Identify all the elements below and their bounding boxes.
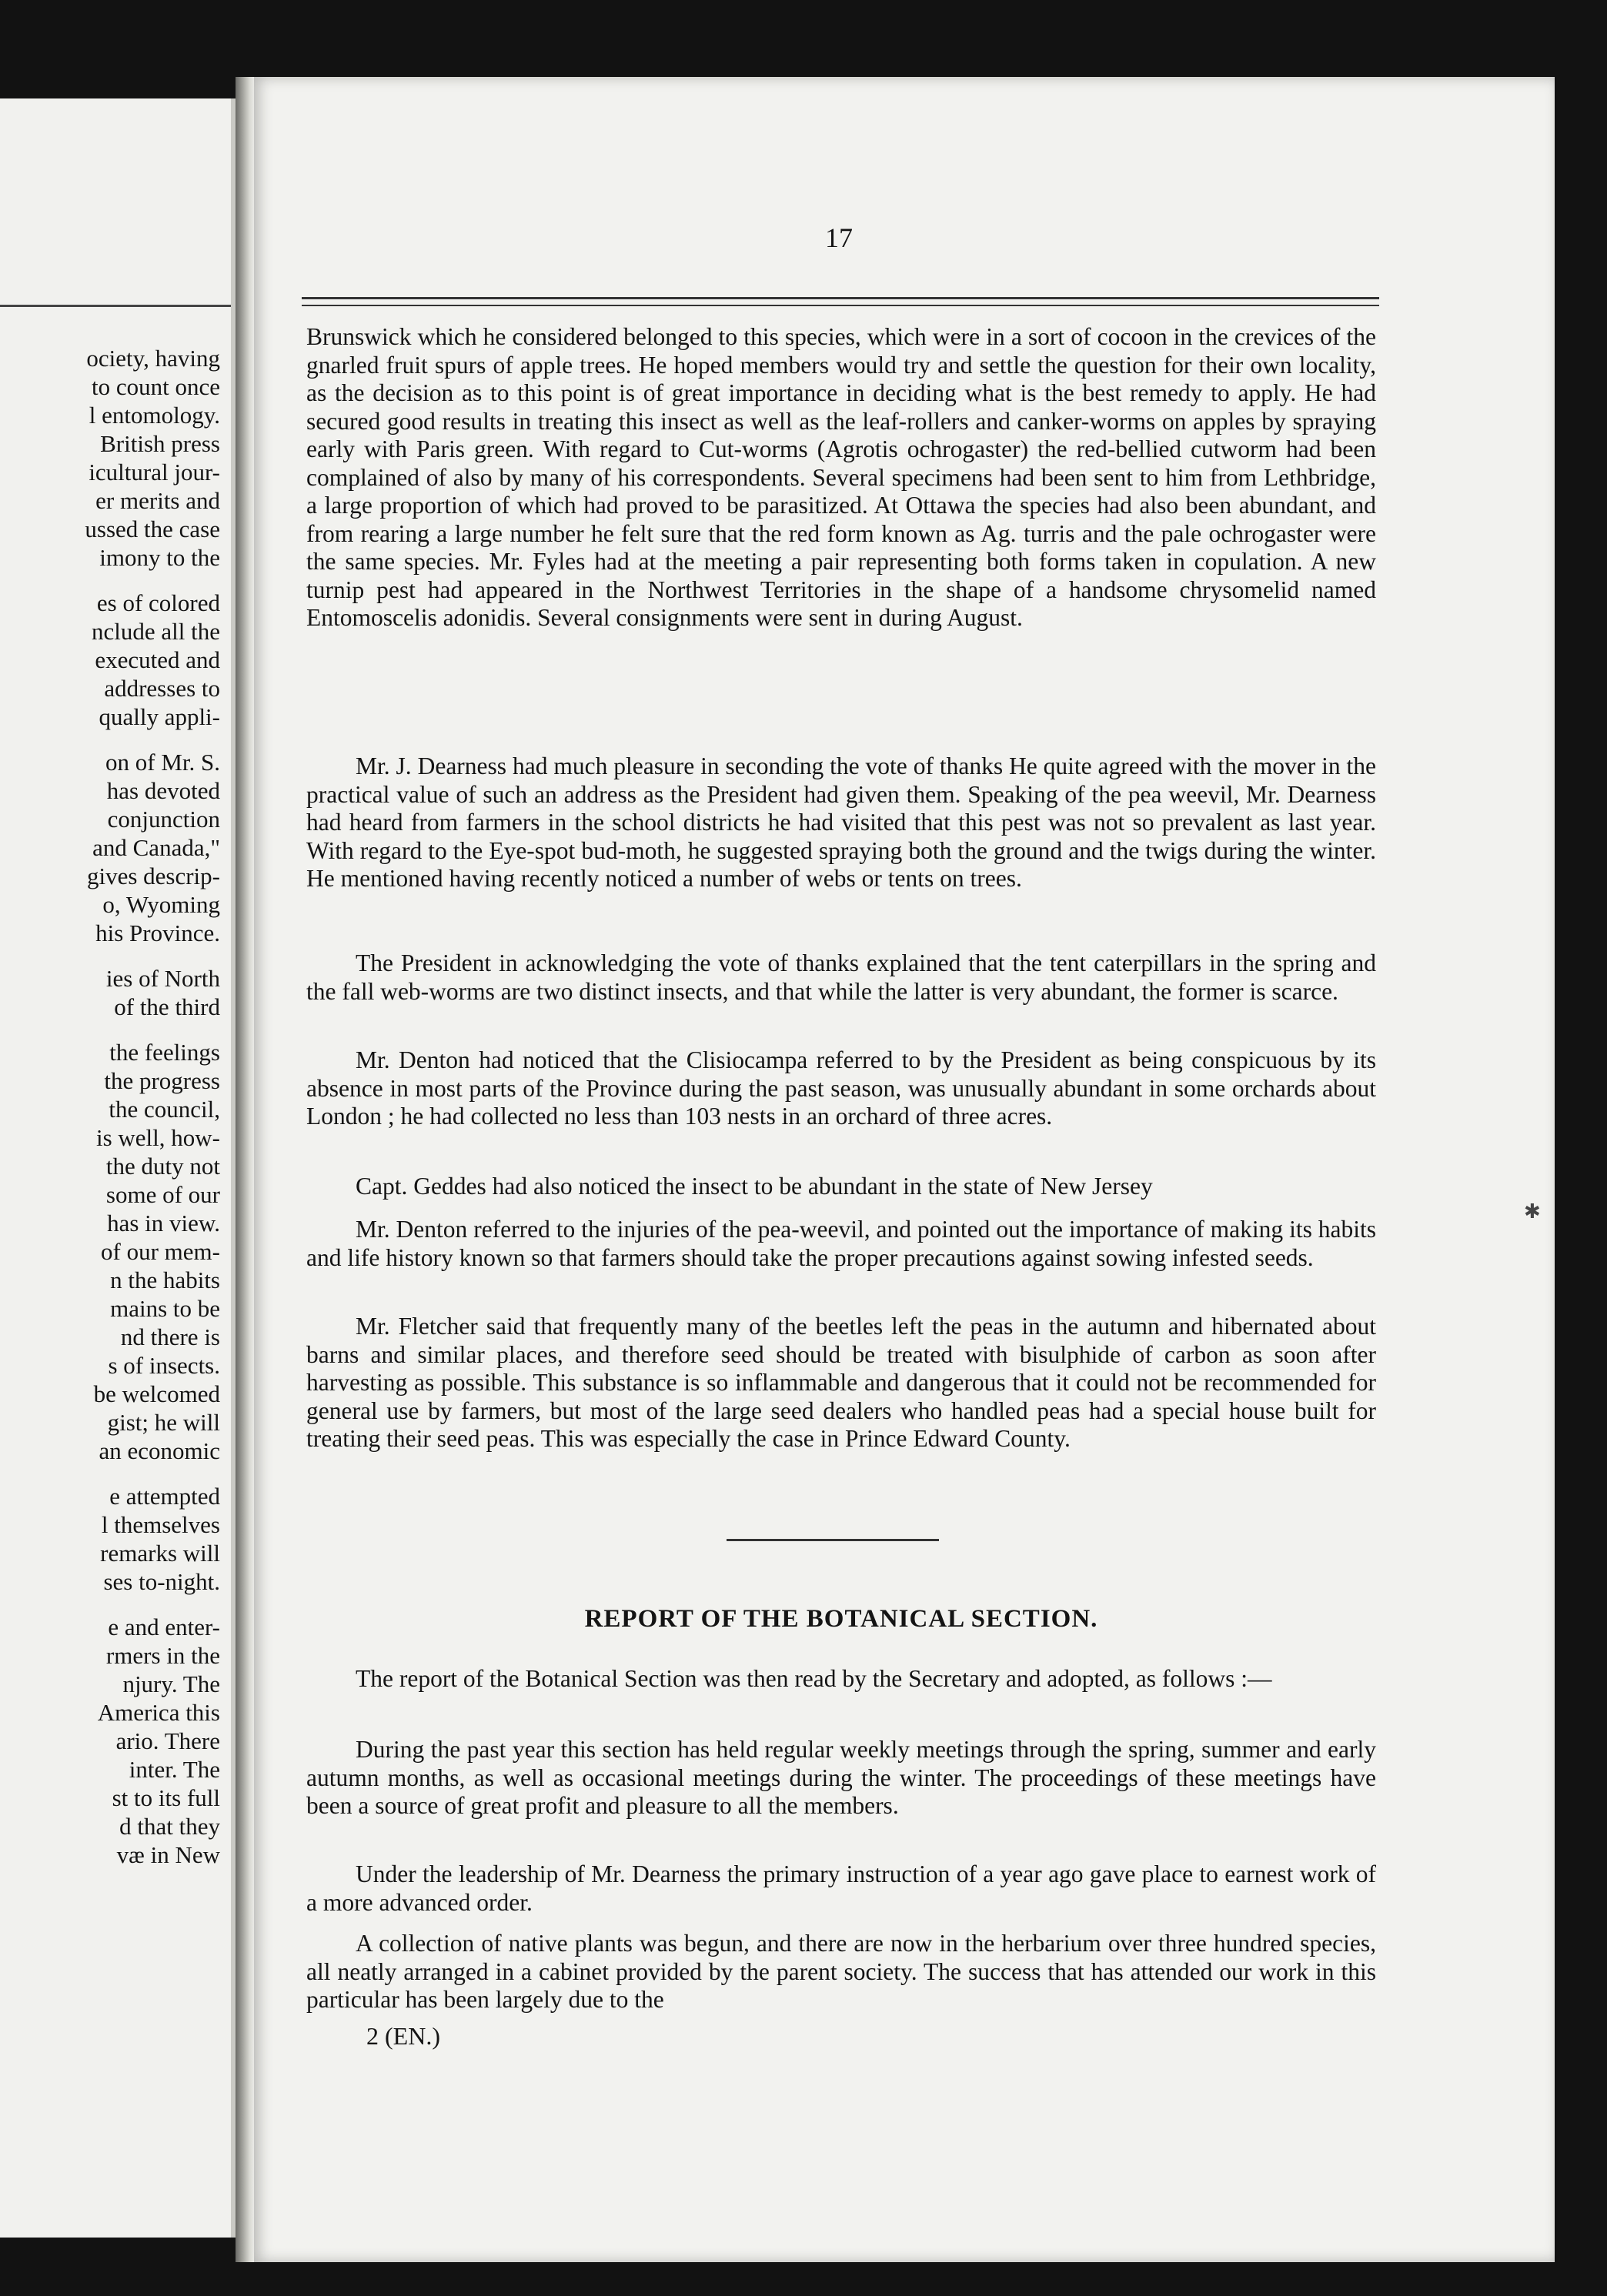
- book-spine: [236, 77, 256, 2262]
- left-page-line: has in view.: [107, 1210, 220, 1236]
- left-page-line: njury. The: [122, 1670, 220, 1697]
- left-page-line: the council,: [109, 1096, 220, 1123]
- left-page-line: British press: [100, 430, 220, 457]
- left-page-line: imony to the: [99, 544, 220, 571]
- left-page-line: st to its full: [112, 1784, 220, 1811]
- left-page-line: of our mem-: [101, 1238, 220, 1265]
- left-page-line: mains to be: [110, 1295, 220, 1322]
- left-page-line: rmers in the: [105, 1642, 220, 1669]
- page-number: 17: [825, 222, 853, 253]
- header-rule: [302, 297, 1379, 299]
- left-page-line: er merits and: [95, 487, 220, 514]
- left-page-line: nclude all the: [92, 618, 220, 645]
- left-page-line: ociety, having: [86, 345, 220, 372]
- left-page-line: væ in New: [116, 1841, 220, 1868]
- left-page-line: inter. The: [129, 1756, 220, 1783]
- left-page-line: some of our: [105, 1181, 220, 1208]
- left-page-line: is well, how-: [95, 1124, 220, 1151]
- paragraph-dearness: Mr. J. Dearness had much pleasure in seconding the vote of thanks He quite agreed with the mover in the practical value of such an address as the President had given them. Speaking of the pea weevil, Mr. Dearness had heard from farmers in the school districts he had visited that this pest was not so prevalent as last year. With regard to the Eye-spot bud-moth, he suggested spraying both the ground and the twigs during the winter. He mentioned having recently noticed a number of webs or tents on trees.: [306, 753, 1376, 892]
- left-page-line: s of insects.: [108, 1352, 220, 1379]
- signature-mark: 2 (EN.): [366, 2022, 440, 2050]
- left-page-line: gist; he will: [107, 1409, 220, 1436]
- left-page-line: e and enter-: [108, 1614, 220, 1640]
- left-page-line: gives descrip-: [86, 863, 220, 889]
- paragraph-brunswick: Brunswick which he considered belonged to this species, which were in a sort of cocoon in the crevices of the gnarled fruit spurs of apple trees. He hoped members would try and settle the question for their own locality, as the decision as to this point is of great importance in deciding what is the best remedy to apply. He had secured good results in treating this insect as well as the leaf-rollers and canker-worms on apples by spraying early with Paris green. With regard to Cut-worms (Agrotis ochrogaster) the red-bellied cutworm had been complained of also by many of his correspondents. Several specimens had been sent to him from Lethbridge, a large proportion of which had proved to be parasitized. At Ottawa the species had also been abundant, and from rearing a large number he felt sure that the red form known as Ag. turris and the pale ochrogaster were the same species. Mr. Fyles had at the meeting a pair representing both forms taken in copulation. A new turnip pest had appeared in the Northwest Territories in the shape of a handsome chrysomelid named Entomoscelis adonidis. Several consignments were sent in during August.: [306, 323, 1376, 631]
- paragraph-denton-weevil: Mr. Denton referred to the injuries of the pea-weevil, and pointed out the importance of making its habits and life history known so that farmers should take the proper precautions against sowing infested seeds.: [306, 1216, 1376, 1271]
- left-page-line: ses to-night.: [103, 1568, 220, 1595]
- left-page-line: icultural jour-: [89, 459, 220, 486]
- paragraph-past-year: During the past year this section has held regular weekly meetings through the spring, summer and early autumn months, as well as occasional meetings during the winter. The proceedings of these meetings have been a source of great profit and pleasure to all the members.: [306, 1736, 1376, 1819]
- left-page-line: of the third: [114, 993, 220, 1020]
- section-title: REPORT OF THE BOTANICAL SECTION.: [584, 1605, 1098, 1633]
- paragraph-collection: A collection of native plants was begun, and there are now in the herbarium over three hundred species, all neatly arranged in a cabinet provided by the parent society. The success that has attended our work in this particular has been largely due to the: [306, 1930, 1376, 2013]
- left-page-line: executed and: [95, 646, 220, 673]
- left-page-line: the duty not: [105, 1153, 220, 1180]
- left-page-line: l entomology.: [89, 402, 220, 429]
- left-page-line: and Canada,": [92, 834, 220, 861]
- left-page-line: l themselves: [101, 1511, 220, 1538]
- paragraph-denton: Mr. Denton had noticed that the Clisiocampa referred to by the President as being conspicuous by its absence in most parts of the Province during the past season, was unusually abundant in some orchards about London ; he had collected no less than 103 nests in an orchard of three acres.: [306, 1046, 1376, 1130]
- paragraph-president: The President in acknowledging the vote of thanks explained that the tent caterpillars in the spring and the fall web-worms are two distinct insects, and that while the latter is very abundant, the former is scarce.: [306, 949, 1376, 1005]
- paragraph-fletcher: Mr. Fletcher said that frequently many of the beetles left the peas in the autumn and hibernated about barns and similar places, and therefore seed should be treated with bisulphide of carbon as soon after harvesting as possible. This substance is so inflammable and dangerous that it could not be recommended for general use by farmers, but most of the large seed dealers who handled peas had a special house built for treating their seed peas. This was especially the case in Prince Edward County.: [306, 1313, 1376, 1452]
- left-page-line: d that they: [119, 1813, 220, 1840]
- section-divider: [727, 1539, 939, 1541]
- left-page-line: conjunction: [107, 806, 220, 833]
- left-page-line: qually appli-: [99, 703, 220, 730]
- left-page-line: has devoted: [106, 777, 220, 804]
- left-page-line: remarks will: [100, 1540, 220, 1567]
- left-page-line: ussed the case: [85, 516, 220, 542]
- left-page-line: be welcomed: [93, 1380, 220, 1407]
- header-rule-thin: [302, 305, 1379, 306]
- left-page-line: n the habits: [110, 1266, 220, 1293]
- paragraph-geddes: Capt. Geddes had also noticed the insect to be abundant in the state of New Jersey: [356, 1173, 1153, 1200]
- paragraph-leadership: Under the leadership of Mr. Dearness the primary instruction of a year ago gave place to earnest work of a more advanced order.: [306, 1860, 1376, 1916]
- left-page-line: an economic: [99, 1437, 220, 1464]
- left-page-line: addresses to: [104, 675, 220, 702]
- left-page-line: on of Mr. S.: [105, 749, 220, 776]
- left-page-line: ario. There: [115, 1727, 220, 1754]
- left-page-line: es of colored: [96, 589, 220, 616]
- left-page-line: the progress: [104, 1067, 220, 1094]
- left-page-line: America this: [97, 1699, 220, 1726]
- paragraph-report-read: The report of the Botanical Section was then read by the Secretary and adopted, as follows :—: [356, 1665, 1272, 1692]
- edge-speck: ✱: [1524, 1200, 1541, 1223]
- left-page-fragment: [0, 98, 236, 2238]
- left-page-line: o, Wyoming: [102, 891, 220, 918]
- left-page-line: the feelings: [109, 1039, 220, 1066]
- left-page-line: nd there is: [120, 1323, 220, 1350]
- left-page-line: his Province.: [95, 919, 220, 946]
- left-page-rule: [0, 305, 231, 307]
- left-page-line: to count once: [91, 373, 220, 400]
- left-page-line: ies of North: [105, 965, 220, 992]
- left-page-line: e attempted: [109, 1483, 220, 1510]
